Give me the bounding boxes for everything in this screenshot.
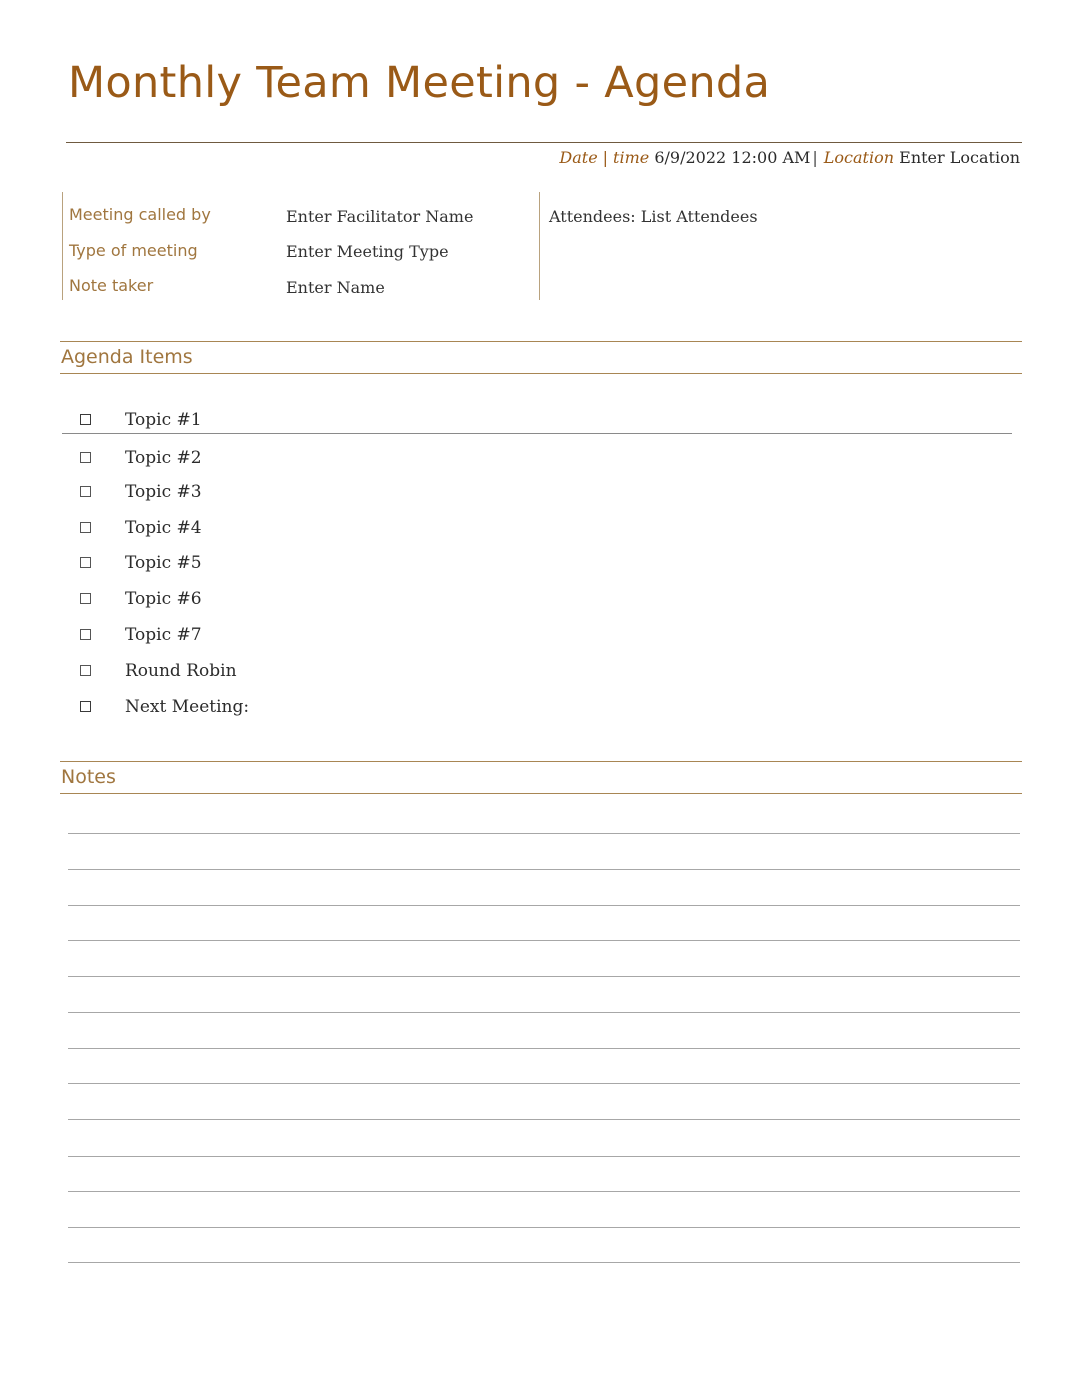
agenda-item-label[interactable]: Topic #2: [125, 448, 202, 468]
title-divider: [66, 142, 1022, 143]
note-line[interactable]: [68, 1191, 1020, 1192]
meeting-type-field[interactable]: Enter Meeting Type: [286, 242, 449, 261]
checkbox-icon[interactable]: [80, 629, 91, 640]
datetime-value[interactable]: 6/9/2022 12:00 AM: [654, 148, 811, 167]
agenda-item-label[interactable]: Topic #6: [125, 589, 202, 609]
meeting-type-label: Type of meeting: [69, 241, 198, 260]
agenda-item-label[interactable]: Topic #1: [125, 410, 202, 430]
agenda-item-label[interactable]: Topic #4: [125, 518, 202, 538]
notes-top-rule: [60, 761, 1022, 762]
date-label: Date: [559, 148, 598, 167]
note-line[interactable]: [68, 833, 1020, 834]
time-label: time: [613, 148, 650, 167]
checkbox-icon[interactable]: [80, 486, 91, 497]
meta-separator: |: [602, 148, 609, 167]
agenda-heading: Agenda Items: [61, 346, 193, 368]
checkbox-icon[interactable]: [80, 557, 91, 568]
note-line[interactable]: [68, 1012, 1020, 1013]
info-left-bar: [62, 192, 63, 300]
meta-separator-2: |: [812, 148, 818, 167]
note-line[interactable]: [68, 1119, 1020, 1120]
agenda-top-rule: [60, 341, 1022, 342]
checkbox-icon[interactable]: [80, 593, 91, 604]
agenda-item-label[interactable]: Topic #3: [125, 482, 202, 502]
attendees-field[interactable]: Attendees: List Attendees: [549, 207, 758, 226]
meeting-meta: [559, 148, 1020, 167]
checkbox-icon[interactable]: [80, 522, 91, 533]
meeting-called-by-label: Meeting called by: [69, 205, 211, 224]
topic-divider: [62, 433, 1012, 434]
note-line[interactable]: [68, 1262, 1020, 1263]
notes-heading: Notes: [61, 766, 116, 788]
location-label: Location: [823, 148, 895, 167]
location-value[interactable]: Enter Location: [899, 148, 1020, 167]
notes-bottom-rule: [60, 793, 1022, 794]
note-line[interactable]: [68, 905, 1020, 906]
note-taker-field[interactable]: Enter Name: [286, 278, 385, 297]
note-line[interactable]: [68, 1048, 1020, 1049]
agenda-bottom-rule: [60, 373, 1022, 374]
checkbox-icon[interactable]: [80, 414, 91, 425]
note-line[interactable]: [68, 976, 1020, 977]
agenda-item-label[interactable]: Round Robin: [125, 661, 237, 681]
note-line[interactable]: [68, 1156, 1020, 1157]
facilitator-name-field[interactable]: Enter Facilitator Name: [286, 207, 474, 226]
info-middle-bar: [539, 192, 540, 300]
checkbox-icon[interactable]: [80, 701, 91, 712]
agenda-item-label[interactable]: Topic #7: [125, 625, 202, 645]
agenda-item-label[interactable]: Next Meeting:: [125, 697, 250, 717]
note-line[interactable]: [68, 869, 1020, 870]
agenda-item-label[interactable]: Topic #5: [125, 553, 202, 573]
note-line[interactable]: [68, 940, 1020, 941]
page-title: Monthly Team Meeting - Agenda: [68, 58, 771, 108]
note-taker-label: Note taker: [69, 276, 154, 295]
checkbox-icon[interactable]: [80, 452, 91, 463]
note-line[interactable]: [68, 1227, 1020, 1228]
checkbox-icon[interactable]: [80, 665, 91, 676]
note-line[interactable]: [68, 1083, 1020, 1084]
